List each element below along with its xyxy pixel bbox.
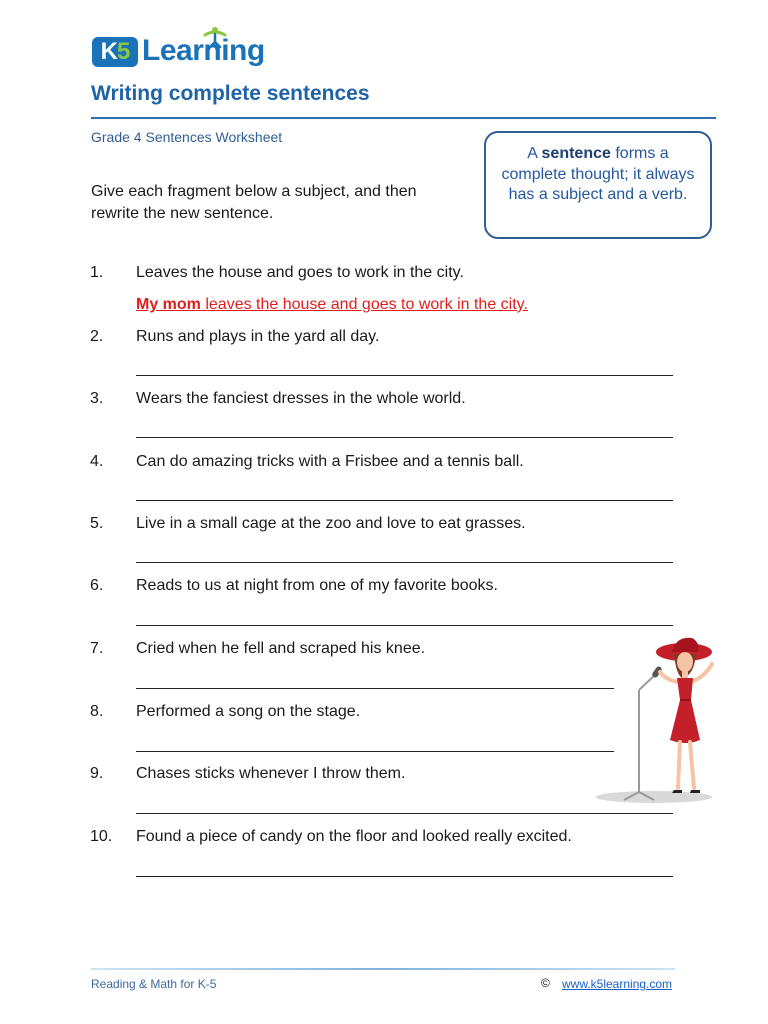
- title-divider: [91, 117, 716, 119]
- website-link[interactable]: www.k5learning.com: [562, 977, 673, 991]
- page-title: Writing complete sentences: [91, 82, 370, 105]
- footer-divider: [91, 968, 675, 970]
- item-fragment: Performed a song on the stage.: [136, 703, 361, 720]
- logo-jumping-figure-icon: [202, 26, 228, 48]
- item-number: 1.: [90, 264, 104, 281]
- callout-keyword: sentence: [541, 145, 611, 162]
- item-number: 5.: [90, 515, 104, 532]
- item-fragment: Cried when he fell and scraped his knee.: [136, 640, 426, 657]
- item-number: 9.: [90, 765, 104, 782]
- item-fragment: Wears the fanciest dresses in the whole world.: [136, 390, 466, 407]
- callout-prefix: A: [527, 145, 542, 162]
- item-number: 3.: [90, 390, 104, 407]
- answer-line[interactable]: [136, 500, 673, 501]
- singer-illustration: [594, 630, 724, 805]
- item-number: 2.: [90, 328, 104, 345]
- answer-line[interactable]: [136, 625, 673, 626]
- item-number: 7.: [90, 640, 104, 657]
- answer-line[interactable]: [136, 437, 673, 438]
- sample-answer: [136, 296, 528, 314]
- logo-five: 5: [116, 38, 130, 65]
- copyright-symbol: ©: [541, 976, 550, 990]
- k5-learning-logo: [92, 30, 265, 70]
- logo-k5-badge: [92, 37, 138, 67]
- item-number: 6.: [90, 577, 104, 594]
- item-fragment: Runs and plays in the yard all day.: [136, 328, 380, 345]
- item-number: 10.: [90, 828, 113, 845]
- answer-line[interactable]: [136, 688, 614, 689]
- instructions: Give each fragment below a subject, and then rewrite the new sentence.: [91, 183, 417, 222]
- logo-k: K: [100, 38, 117, 65]
- item-fragment: Leaves the house and goes to work in the city.: [136, 264, 464, 281]
- item-number: 4.: [90, 453, 104, 470]
- item-fragment: Found a piece of candy on the floor and looked really excited.: [136, 828, 572, 845]
- item-fragment: Reads to us at night from one of my favorite books.: [136, 577, 498, 594]
- logo-wordmark: Learning: [142, 34, 265, 67]
- sample-answer-rest: leaves the house and goes to work in the city.: [200, 296, 528, 313]
- answer-line[interactable]: [136, 876, 673, 877]
- answer-line[interactable]: [136, 562, 673, 563]
- item-fragment: Live in a small cage at the zoo and love to eat grasses.: [136, 515, 526, 532]
- callout-text: forms a complete thought; it always has a subject and a verb.: [501, 145, 695, 203]
- answer-line[interactable]: [136, 751, 614, 752]
- item-fragment: Chases sticks whenever I throw them.: [136, 765, 406, 782]
- definition-callout: [484, 131, 712, 239]
- answer-line[interactable]: [136, 375, 673, 376]
- worksheet-subtitle: Grade 4 Sentences Worksheet: [91, 129, 283, 145]
- item-fragment: Can do amazing tricks with a Frisbee and a tennis ball.: [136, 453, 524, 470]
- item-number: 8.: [90, 703, 104, 720]
- answer-line[interactable]: [136, 813, 673, 814]
- sample-answer-subject: My mom: [136, 296, 201, 313]
- footer-tagline: Reading & Math for K-5: [91, 977, 217, 991]
